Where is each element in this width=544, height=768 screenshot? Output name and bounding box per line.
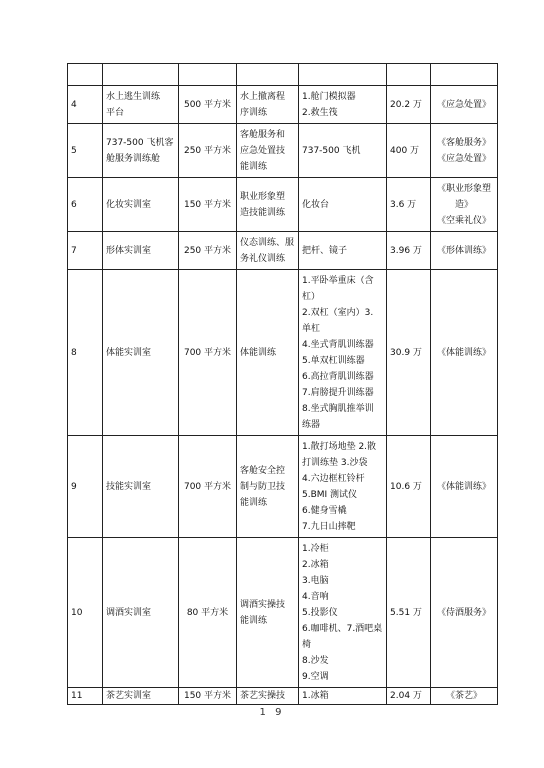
cell-equipment-line: 6.高拉背肌训练器 [302,371,374,382]
cell-facility-name-line: 茶艺实训室 [106,691,152,701]
cell-equipment-line: 练器 [302,419,321,430]
table-row [68,64,498,86]
cell-course [431,436,498,538]
cell-number: 9 [68,436,103,538]
cell-equipment-line: 1.散打场地垫 2.散 [302,441,377,452]
cell-course-line: 《茶艺》 [445,691,482,701]
cell-course-line: 《空乘礼仪》 [436,215,491,226]
cell-equipment [299,232,387,270]
cell-equipment-line: 1.冰箱 [302,691,329,701]
cell-cost: 3.6 万 [387,178,431,232]
cell-number: 11 [68,688,103,705]
table-row [68,232,498,270]
cell-facility-name-line: 调酒实训室 [106,607,152,618]
cell-equipment-line: 2.救生筏 [302,107,338,118]
cell-facility-name-line: 化妆实训室 [106,199,152,210]
cell-function-line: 客舱安全控 [240,465,286,476]
cell-facility-name-line: 舱服务训练舱 [106,153,161,164]
cell-function-line: 序训练 [240,107,268,118]
cell-number: 4 [68,86,103,124]
cell-area: 80 平方米 [179,538,237,688]
cell-equipment-line: 杠） [302,291,321,302]
cell-number: 10 [68,538,103,688]
cell-function [237,436,299,538]
cell-area: 700 平方米 [179,270,237,436]
cell-area: 700 平方米 [179,436,237,538]
cell-function [237,64,299,86]
cell-function-line: 能训练 [240,497,268,508]
table-row [68,86,498,124]
cell-function-line: 应急处置技 [240,145,286,156]
cell-function-line: 体能训练 [240,347,277,358]
cell-function-line: 制与防卫技 [240,481,286,492]
table-row [68,436,498,538]
cell-area: 150 平方米 [179,178,237,232]
cell-equipment-line: 把杆、镜子 [302,245,348,256]
cell-equipment-line: 2.冰箱 [302,559,329,570]
cell-course [431,270,498,436]
cell-course [431,178,498,232]
cell-equipment-line: 9.空调 [302,671,329,682]
cell-equipment-line: 8.沙发 [302,655,329,666]
cell-facility-name [103,232,179,270]
cell-function-line: 客舱服务和 [240,129,286,140]
table-row [68,688,498,705]
cell-equipment [299,86,387,124]
cell-cost: 400 万 [387,124,431,178]
cell-cost: 3.96 万 [387,232,431,270]
cell-equipment-line: 6.咖啡机、7.酒吧桌 [302,623,383,634]
cell-course-line: 《应急处置》 [436,99,491,110]
cell-facility-name-line: 737-500 飞机客 [106,137,174,148]
cell-equipment-line: 5.投影仪 [302,607,338,618]
cell-equipment-line: 1.舱门模拟器 [302,91,356,102]
cell-equipment-line: 5.单双杠训练器 [302,355,365,366]
cell-equipment [299,178,387,232]
cell-equipment-line: 4.音响 [302,591,329,602]
cell-equipment-line: 4.六边框杠铃杆 [302,473,365,484]
table-row [68,178,498,232]
cell-equipment-line: 2.双杠（室内）3. [302,307,374,318]
cell-function [237,124,299,178]
cell-course [431,64,498,86]
cell-equipment-line: 5.BMI 测试仪 [302,489,358,500]
cell-number: 8 [68,270,103,436]
cell-area: 250 平方米 [179,232,237,270]
cell-course-line: 《侍酒服务》 [436,607,491,618]
cell-area: 150 平方米 [179,688,237,705]
cell-equipment-line: 单杠 [302,323,321,334]
cell-facility-name [103,270,179,436]
cell-function-line: 调酒实操技 [240,599,286,610]
cell-facility-name [103,178,179,232]
cell-equipment-line: 1.冷柜 [302,543,329,554]
cell-function-line: 职业形象塑 [240,191,286,202]
cell-equipment-line: 6.健身雪橇 [302,505,347,516]
cell-function-line: 务礼仪训练 [240,253,286,264]
cell-equipment-line: 7.九日山摔靶 [302,521,356,532]
cell-equipment-line: 打训练垫 3.沙袋 [302,457,368,468]
cell-cost: 2.04 万 [387,688,431,705]
cell-equipment [299,124,387,178]
cell-function [237,688,299,705]
cell-facility-name [103,64,179,86]
cell-course [431,232,498,270]
cell-cost: 20.2 万 [387,86,431,124]
cell-facility-name-line: 技能实训室 [106,481,152,492]
cell-function-line: 能训练 [240,615,268,626]
table-row [68,538,498,688]
cell-equipment-line: 化妆台 [302,199,330,210]
cell-function [237,270,299,436]
cell-equipment [299,270,387,436]
cell-area [179,64,237,86]
cell-area: 500 平方米 [179,86,237,124]
cell-course-line: 《体能训练》 [436,347,491,358]
cell-function-line: 仪态训练、服 [240,237,295,248]
cell-function [237,232,299,270]
cell-facility-name-line: 体能实训室 [106,347,152,358]
cell-equipment-line: 7.肩膀提升训练器 [302,387,374,398]
cell-facility-name [103,538,179,688]
cell-equipment-line: 8.坐式胸肌推举训 [302,403,374,414]
table-row [68,124,498,178]
cell-facility-name [103,86,179,124]
table-row [68,270,498,436]
cell-function-line: 茶艺实操技 [240,691,286,701]
cell-facility-name [103,436,179,538]
table-body [68,64,498,705]
cell-area: 250 平方米 [179,124,237,178]
cell-course [431,538,498,688]
cell-equipment [299,688,387,705]
cell-number: 5 [68,124,103,178]
cell-equipment-line: 椅 [302,639,312,650]
cell-facility-name-line: 平台 [106,107,125,118]
cell-function-line: 水上撤离程 [240,91,286,102]
cell-number: 6 [68,178,103,232]
cell-course [431,688,498,705]
cell-facility-name [103,124,179,178]
cell-facility-name-line: 水上逃生训练 [106,91,161,102]
cell-course-line: 《形体训练》 [436,245,491,256]
cell-cost: 5.51 万 [387,538,431,688]
cell-equipment-line: 737-500 飞机 [302,145,361,156]
cell-cost: 10.6 万 [387,436,431,538]
cell-function [237,86,299,124]
cell-course-line: 《客舱服务》 [436,137,491,148]
cell-function-line: 能训练 [240,161,268,172]
cell-facility-name [103,688,179,705]
cell-course [431,124,498,178]
cell-course-line: 《体能训练》 [436,481,491,492]
cell-number: 7 [68,232,103,270]
training-facilities-table [67,63,498,705]
cell-course-line: 《职业形象塑 [436,183,491,194]
cell-equipment-line: 3.电脑 [302,575,329,586]
cell-course-line: 造》 [454,199,473,210]
cell-equipment-line: 4.坐式背肌训练器 [302,339,374,350]
cell-course [431,86,498,124]
page-number: 1 9 [259,707,285,718]
cell-number [68,64,103,86]
cell-equipment [299,436,387,538]
cell-function [237,178,299,232]
cell-cost [387,64,431,86]
cell-cost: 30.9 万 [387,270,431,436]
cell-equipment [299,64,387,86]
cell-course-line: 《应急处置》 [436,153,491,164]
cell-function-line: 造技能训练 [240,207,286,218]
cell-equipment-line: 1.平卧举重床（含 [302,275,374,286]
cell-facility-name-line: 形体实训室 [106,245,152,256]
cell-equipment [299,538,387,688]
cell-function [237,538,299,688]
